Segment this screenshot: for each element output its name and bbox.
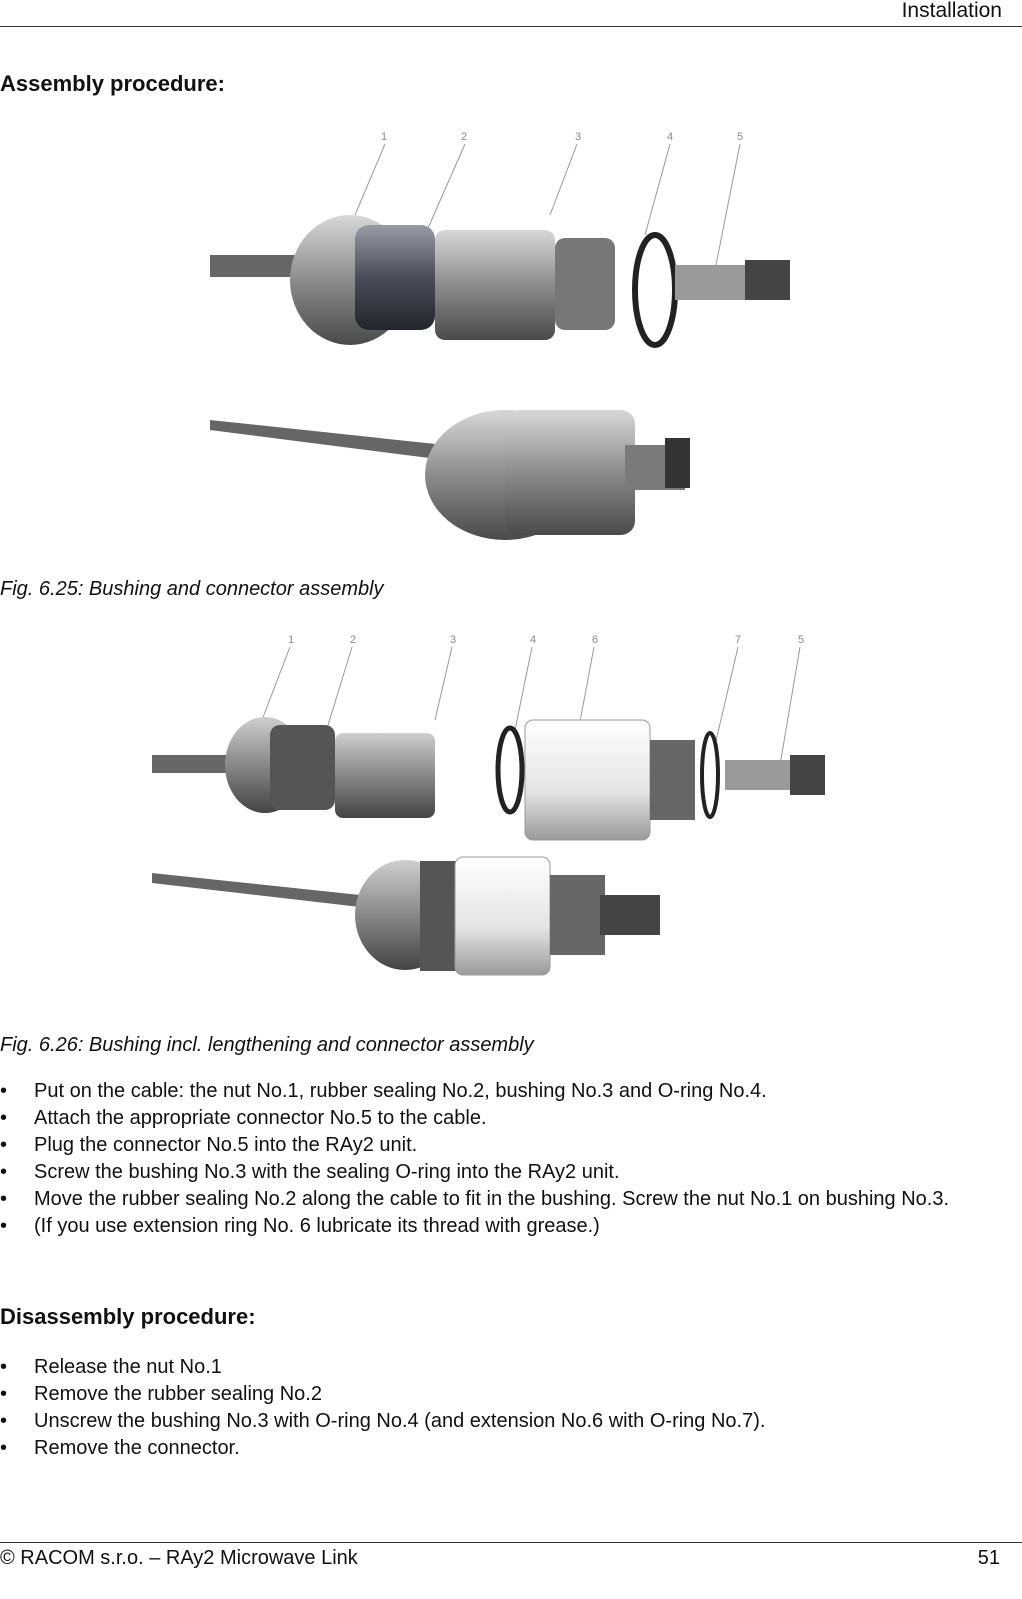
callout-label: 5	[798, 634, 805, 646]
exploded-view-top	[210, 215, 790, 345]
list-item	[0, 1159, 1010, 1186]
callout-label: 1	[381, 131, 388, 143]
list-item	[0, 1186, 1010, 1213]
bushing-assembly-illustration	[205, 120, 805, 550]
exploded-view-top	[152, 717, 825, 840]
callout-label: 7	[735, 634, 742, 646]
list-item-text: Screw the bushing No.3 with the sealing O-ring into the RAy2 unit.	[34, 1161, 620, 1183]
list-item-text: Plug the connector No.5 into the RAy2 unit.	[34, 1134, 418, 1156]
callout-label: 4	[530, 634, 537, 646]
list-item-text: Put on the cable: the nut No.1, rubber sealing No.2, bushing No.3 and O-ring No.4.	[34, 1080, 767, 1102]
bullet: •	[0, 1383, 8, 1405]
list-item	[0, 1381, 1010, 1408]
list-item	[0, 1408, 1010, 1435]
bullet: •	[0, 1107, 8, 1129]
header-divider	[0, 26, 1022, 27]
bullet: •	[0, 1410, 8, 1432]
bullet: •	[0, 1134, 8, 1156]
list-item-text: Remove the connector.	[34, 1437, 240, 1459]
figure-caption: Fig. 6.25: Bushing and connector assembly	[0, 578, 384, 600]
running-header: Installation	[901, 0, 1002, 22]
callout-label: 1	[288, 634, 295, 646]
list-item	[0, 1105, 1010, 1132]
list-item	[0, 1132, 1010, 1159]
figure-bushing-lengthening-assembly	[150, 625, 850, 985]
bullet: •	[0, 1080, 8, 1102]
list-item-text: Attach the appropriate connector No.5 to the cable.	[34, 1107, 487, 1129]
lengthening-assembly-illustration	[150, 625, 850, 985]
list-item	[0, 1213, 1010, 1240]
bullet: •	[0, 1437, 8, 1459]
bullet: •	[0, 1356, 8, 1378]
callout-label: 6	[592, 634, 599, 646]
footer-copyright: © RACOM s.r.o. – RAy2 Microwave Link	[0, 1547, 358, 1569]
assembled-view-bottom	[210, 410, 690, 540]
footer-divider	[0, 1542, 1022, 1543]
callout-label: 3	[575, 131, 582, 143]
figure-bushing-connector-assembly	[205, 120, 805, 550]
list-item-text: (If you use extension ring No. 6 lubricate its thread with grease.)	[34, 1215, 600, 1237]
figure-caption: Fig. 6.26: Bushing incl. lengthening and connector assembly	[0, 1034, 534, 1056]
disassembly-heading: Disassembly procedure:	[0, 1304, 256, 1329]
callout-label: 2	[350, 634, 357, 646]
callout-label: 3	[450, 634, 457, 646]
callout-label: 5	[737, 131, 744, 143]
callout-label: 2	[461, 131, 468, 143]
callout-label: 4	[667, 131, 674, 143]
disassembly-steps-list	[0, 1354, 1010, 1462]
list-item	[0, 1078, 1010, 1105]
assembly-heading: Assembly procedure:	[0, 71, 225, 96]
list-item-text: Move the rubber sealing No.2 along the cable to fit in the bushing. Screw the nut No.1 on bushing No.3.	[34, 1188, 950, 1210]
assembly-steps-list	[0, 1078, 1010, 1240]
list-item	[0, 1354, 1010, 1381]
callout-labels	[381, 131, 743, 143]
callout-labels	[288, 634, 804, 646]
list-item-text: Remove the rubber sealing No.2	[34, 1383, 322, 1405]
list-item-text: Release the nut No.1	[34, 1356, 222, 1378]
bullet: •	[0, 1188, 8, 1210]
assembled-view-bottom	[152, 857, 660, 975]
bullet: •	[0, 1215, 8, 1237]
page-number: 51	[977, 1547, 1000, 1569]
list-item-text: Unscrew the bushing No.3 with O-ring No.4 (and extension No.6 with O-ring No.7).	[34, 1410, 766, 1432]
bullet: •	[0, 1161, 8, 1183]
list-item	[0, 1435, 1010, 1462]
